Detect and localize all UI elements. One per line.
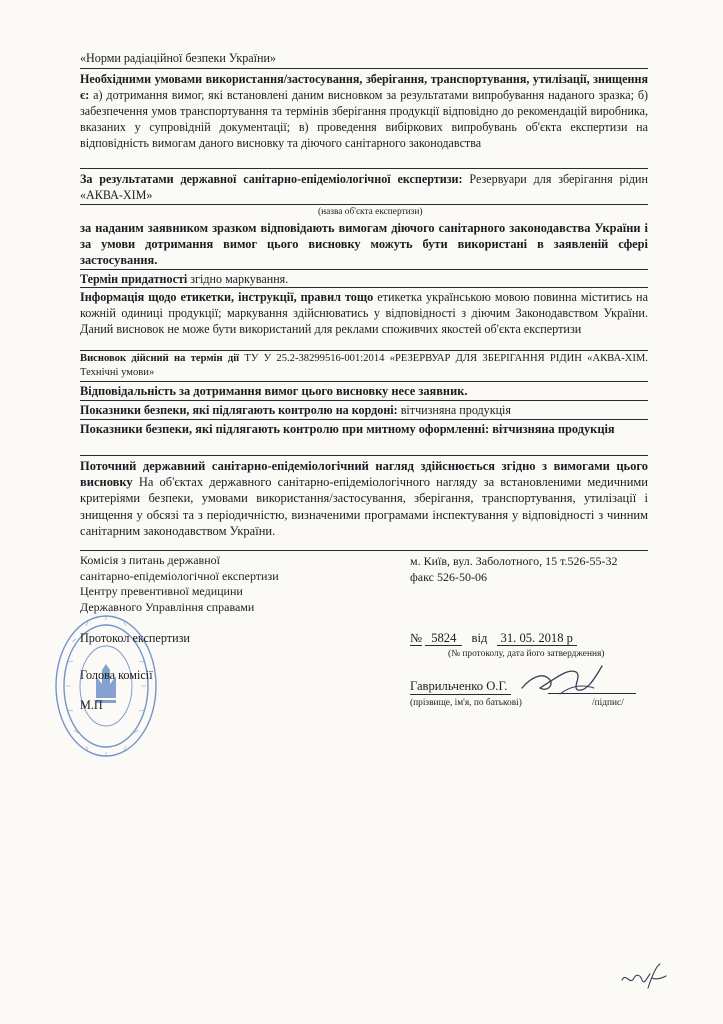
commission-line: Державного Управління справами	[80, 599, 255, 614]
shelf-life-label: Термін придатності	[80, 272, 188, 286]
protocol-label: Протокол експертизи	[80, 631, 190, 645]
head-name: Гаврильченко О.Г.	[410, 678, 511, 695]
protocol-number: 5824	[425, 631, 462, 646]
supervision-paragraph	[80, 458, 648, 539]
commission-line: санітарно-епідеміологічної експертизи	[80, 568, 279, 583]
header-note: «Норми радіаційної безпеки України»	[80, 51, 276, 65]
divider	[80, 419, 648, 420]
responsibility-section	[80, 383, 648, 399]
head-label: Голова комісії	[80, 668, 153, 682]
validity-label: Висновок дійсний на термін дії	[80, 353, 240, 364]
supervision-section	[80, 458, 648, 539]
supervision-text: На об'єктах державного санітарно-епідеміологічного нагляду за встановленими медичними критеріями безпеки, умовами використання/застосування, зберігання, транспортування, утилізації і знищення у обсязі та з періодичністю, визначеними програмами інспектування у відповідності з чинним санітарним законодавством України.	[80, 475, 648, 538]
conformity-section	[80, 220, 648, 268]
commission-line: Центру превентивної медицини	[80, 584, 243, 598]
divider	[80, 168, 648, 169]
stamp-place: М.П	[80, 698, 103, 712]
results-paragraph	[80, 171, 648, 203]
shelf-life-section	[80, 271, 648, 287]
divider	[80, 350, 648, 351]
customs-control-text: Показники безпеки, які підлягають контролю при митному оформленні: вітчизняна продукція	[80, 422, 615, 436]
commission-fax: факс 526-50-06	[410, 570, 487, 584]
divider	[80, 550, 648, 551]
head-name-caption: (прізвище, ім'я, по батькові)	[410, 698, 522, 708]
commission-block	[80, 553, 308, 615]
border-control-section	[80, 402, 648, 418]
handwritten-signature	[516, 658, 616, 706]
object-caption: (назва об'єкта експертизи)	[318, 207, 423, 217]
divider	[80, 287, 648, 288]
divider	[80, 269, 648, 270]
protocol-number-prefix: №	[410, 631, 423, 645]
protocol-from-word: від	[471, 631, 488, 645]
divider	[80, 381, 648, 382]
labels-info-paragraph	[80, 289, 648, 337]
divider	[80, 204, 648, 205]
protocol-number-line	[410, 630, 577, 646]
labels-info-label: Інформація щодо етикетки, інструкції, правил тощо	[80, 290, 374, 304]
results-section	[80, 171, 648, 203]
labels-info-section	[80, 289, 648, 337]
validity-section	[80, 352, 648, 380]
customs-control-section	[80, 421, 648, 437]
conformity-text: за наданим заявником зразком відповідають вимогам діючого санітарного законодавства України і за умови дотримання вимог цього висновку можуть бути використані в заявленій сфері застосування.	[80, 221, 648, 267]
results-object: Резервуари для зберігання рідин «АКВА-ХІМ»	[80, 172, 648, 202]
border-control-label: Показники безпеки, які підлягають контролю на кордоні:	[80, 403, 398, 417]
conditions-section	[80, 71, 648, 151]
shelf-life-value: згідно маркування.	[187, 272, 289, 286]
shelf-life-paragraph	[80, 271, 648, 287]
results-heading: За результатами державної санітарно-епідеміологічної експертизи:	[80, 172, 463, 186]
divider	[80, 68, 648, 69]
commission-address: м. Київ, вул. Заболотного, 15 т.526-55-32	[410, 554, 618, 568]
labels-info-text: етикетка українською мовою повинна міститись на кожній одиниці продукції; маркування здійснюватись у відповідності з діючим Законодавством України. Даний висновок не може бути використаний для реклами споживчих якостей об'єкта експертизи	[80, 290, 648, 336]
border-control-paragraph	[80, 402, 648, 418]
validity-text: ТУ У 25.2-38299516-001:2014 «РЕЗЕРВУАР ДЛЯ ЗБЕРІГАННЯ РІДИН «АКВА-ХІМ. Технічні умови»	[80, 353, 648, 378]
responsibility-text: Відповідальність за дотримання вимог цього висновку несе заявник.	[80, 384, 468, 398]
border-control-value: вітчизняна продукція	[397, 403, 511, 417]
conditions-paragraph	[80, 71, 648, 151]
conditions-heading: Необхідними умовами використання/застосування, зберігання, транспортування, утилізації, знищення є:	[80, 72, 648, 102]
divider	[80, 400, 648, 401]
head-sign-caption: /підпис/	[592, 698, 624, 708]
divider	[80, 455, 648, 456]
conditions-text: а) дотримання вимог, які встановлені даним висновком за результатами випробування наданого зразка; б) забезпечення умов транспортування та термінів зберігання продукції відповідно до рекомендацій виробника, вказаних у супровідній документації; в) проведення вибіркових випробувань об'єкта експертизи на відповідність вимогам даного висновку та діючого санітарного законодавства	[80, 88, 648, 150]
protocol-caption: (№ протоколу, дата його затвердження)	[448, 649, 605, 659]
validity-paragraph	[80, 352, 648, 380]
initials-mark	[618, 962, 670, 996]
protocol-date: 31. 05. 2018 р	[497, 631, 577, 646]
commission-line: Комісія з питань державної	[80, 553, 220, 567]
supervision-heading: Поточний державний санітарно-епідеміологічний нагляд здійснюється згідно з вимогами цього висновку	[80, 459, 648, 490]
